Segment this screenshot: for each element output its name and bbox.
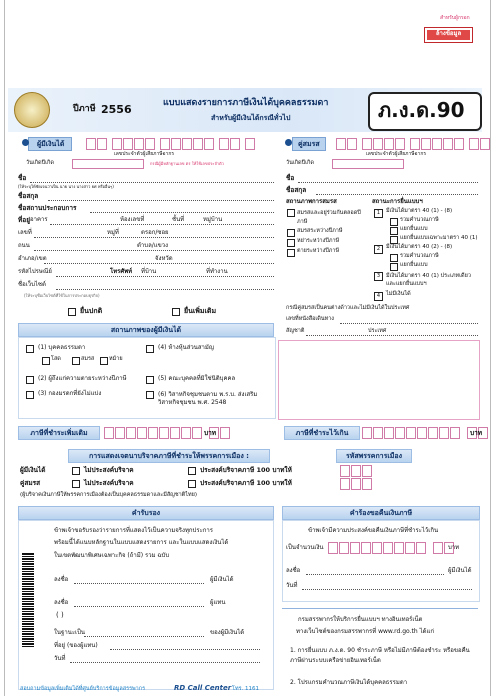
donation-payer-label: ผู้มีเงินได้ xyxy=(20,466,46,474)
nationality-label: สัญชาติ xyxy=(286,328,305,334)
passport-input[interactable] xyxy=(340,323,478,324)
certify-text3: ในเขตพัฒนาพิเศษเฉพาะกิจ (ถ้ามี) รวม ฉบับ xyxy=(54,552,170,559)
road-label: ถนน xyxy=(18,242,30,249)
payer-label-tag xyxy=(28,137,72,151)
spouse-section-label: คู่สมรส xyxy=(298,140,320,148)
certify-text1: ข้าพเจ้าขอรับรองว่ารายการที่แสดงไว้เป็นความจริงทุกประการ xyxy=(54,527,214,534)
spouse-taxid-caption: เลขประจำตัวผู้เสียภาษีอากร xyxy=(366,151,427,157)
efiling-item1: 1. การยื่นแบบ ภ.ง.ด. 90 ชำระภาษี หรือไม่มีภาษีต้องชำระ หรือขอคืนภาษีผ่านระบบเครือข่ายอินเทอร์เน็ต xyxy=(290,647,470,664)
status-opt1-checkbox[interactable] xyxy=(26,345,34,353)
amphoe-input[interactable] xyxy=(44,263,274,264)
income-option-2b: แยกยื่นแบบ xyxy=(400,262,428,268)
refund-amount-input[interactable] xyxy=(328,542,455,554)
right-divider xyxy=(282,608,478,609)
marital-option-3-checkbox[interactable] xyxy=(287,239,295,247)
soi-label: ตรอก/ซอย xyxy=(141,229,169,236)
province-label: จังหวัด xyxy=(155,255,173,262)
marital-option-3: หย่าระหว่างปีภาษี xyxy=(297,238,340,244)
spouse-donate-checkbox[interactable] xyxy=(188,480,196,488)
income-option-1b: แยกยื่นแบบ xyxy=(400,226,428,232)
efiling-line2: ทางเว็บไซต์ของกรมสรรพากรที่ www.rd.go.th ได้แก่ xyxy=(296,628,434,635)
status-opt6-checkbox[interactable] xyxy=(146,391,154,399)
status-opt5-checkbox[interactable] xyxy=(146,376,154,384)
spouse-surname-label: ชื่อสกุล xyxy=(286,186,307,194)
income-option-1a-checkbox[interactable] xyxy=(390,218,398,226)
address-label: ที่อยู่ xyxy=(18,216,30,224)
year-label: ปีภาษี xyxy=(73,104,96,114)
income-status-header: สถานะการยื่นแบบฯ xyxy=(372,198,423,205)
payer-icon xyxy=(22,139,29,146)
refund-sign-input[interactable] xyxy=(306,574,444,575)
spouse-icon xyxy=(285,139,292,146)
outer-right-border xyxy=(490,0,491,696)
payer-surname-input[interactable] xyxy=(48,200,274,201)
certify-agent-label: ผู้แทน xyxy=(210,599,226,606)
income-option-1-box[interactable]: 1 xyxy=(374,209,383,218)
spouse-name-label: ชื่อ xyxy=(286,174,295,182)
spouse-surname-input[interactable] xyxy=(316,194,478,195)
marital-option-4-checkbox[interactable] xyxy=(287,249,295,257)
hotline-text: สอบถามข้อมูลเพิ่มเติมได้ที่ศูนย์บริการข้อมูลสรรพากร xyxy=(20,686,146,692)
party-code-label: รหัสพรรคการเมือง xyxy=(336,449,412,463)
single-label: โสด xyxy=(51,356,61,362)
top-hint: สำหรับผู้กรอก xyxy=(440,15,470,21)
payer-donate-checkbox[interactable] xyxy=(188,467,196,475)
status-opt4: (4) ห้างหุ้นส่วนสามัญ xyxy=(158,344,214,351)
form-code-box xyxy=(368,92,482,131)
clear-button[interactable] xyxy=(424,27,473,43)
certify-agent-name: ( ) xyxy=(56,611,64,619)
agent-address-label: ที่อยู่ (ของผู้แทน) xyxy=(54,642,98,649)
postcode-input[interactable] xyxy=(56,276,274,277)
payer-surname-label: ชื่อสกุล xyxy=(18,192,39,200)
certify-header: คำรับรอง xyxy=(18,506,274,520)
spouse-birth-label: วันเกิดปีเกิด xyxy=(286,160,314,166)
certify-agent-sign-input[interactable] xyxy=(74,606,204,607)
efiling-line1: กรมสรรพากรให้บริการยื่นแบบฯ ทางอินเทอร์เน็ต xyxy=(298,616,423,623)
barcode xyxy=(22,553,34,647)
road-input[interactable] xyxy=(34,250,274,251)
payer-birth-input[interactable] xyxy=(72,159,144,169)
donation-header: การแสดงเจตนาบริจาคภาษีที่ชำระให้พรรคการเมือง : xyxy=(68,449,270,463)
payer-name-label: ชื่อ xyxy=(18,174,27,182)
refund-baht: บาท xyxy=(448,544,460,551)
payer-birth-label: วันเกิดปีเกิด xyxy=(26,160,54,166)
income-option-4-box[interactable]: 4 xyxy=(374,292,383,301)
certify-date-input[interactable] xyxy=(70,662,260,663)
refund-payer-label: ผู้มีเงินได้ xyxy=(448,567,472,574)
additional-filing-checkbox[interactable] xyxy=(172,308,180,316)
married-label: สมรส xyxy=(81,356,95,362)
spouse-label-tag xyxy=(292,137,326,151)
extra-tax-label: ภาษีที่ชำระเพิ่มเติม xyxy=(18,426,100,440)
marital-header: สถานภาพการสมรส xyxy=(286,198,337,205)
moo-label: หมู่ที่ xyxy=(107,229,119,236)
widowed-checkbox[interactable] xyxy=(100,357,108,365)
workplace-input[interactable] xyxy=(90,212,274,213)
floor-label: ชั้นที่ xyxy=(172,216,185,223)
overpaid-tax-baht: บาท xyxy=(470,429,483,437)
status-opt2: (2) ผู้ถึงแก่ความตายระหว่างปีภาษี xyxy=(38,375,127,382)
income-option-4: ไม่มีเงินได้ xyxy=(386,291,411,297)
status-header: สถานภาพของผู้มีเงินได้ xyxy=(18,323,274,337)
payer-no-donate-checkbox[interactable] xyxy=(72,467,80,475)
form-code: ภ.ง.ด.90 xyxy=(378,98,465,122)
status-opt3-checkbox[interactable] xyxy=(26,391,34,399)
refund-header: คำร้องขอคืนเงินภาษี xyxy=(282,506,480,520)
spouse-birth-input[interactable] xyxy=(332,159,404,169)
phone-work-label: ที่ทำงาน xyxy=(206,268,228,275)
income-option-1c: แยกยื่นแบบเฉพาะมาตรา 40 (1) xyxy=(400,235,478,241)
clear-button-label: ล้างข้อมูล xyxy=(427,30,470,40)
payer-name-input[interactable] xyxy=(30,182,274,183)
refund-sign-label: ลงชื่อ xyxy=(286,567,301,574)
income-option-2b-checkbox[interactable] xyxy=(390,263,398,271)
website-label: ชื่อเว็บไซต์ xyxy=(18,281,46,288)
status-opt6: (6) วิสาหกิจชุมชนตาม พ.ร.บ. ส่งเสริมวิสาหกิจชุมชน พ.ศ. 2548 xyxy=(158,391,258,406)
passport-label: เลขที่หนังสือเดินทาง xyxy=(286,316,334,322)
normal-filing-checkbox[interactable] xyxy=(68,308,76,316)
postcode-label: รหัสไปรษณีย์ xyxy=(18,268,52,275)
spouse-party-code-input[interactable] xyxy=(340,478,373,490)
overpaid-tax-label: ภาษีที่ชำระไว้เกิน xyxy=(284,426,360,440)
phone-label: โทรศัพท์ xyxy=(110,268,133,275)
payer-no-donate-label: ไม่ประสงค์บริจาค xyxy=(84,466,134,474)
foreign-spouse-note: กรณีคู่สมรสเป็นคนต่างด้าวและไม่มีเงินได้ในประเทศ xyxy=(286,305,410,311)
normal-filing-label: ยื่นปกติ xyxy=(80,307,103,315)
income-option-1: มีเงินได้มาตรา 40 (1) - (8) xyxy=(386,208,453,214)
payer-section-label: ผู้มีเงินได้ xyxy=(37,140,65,148)
extra-tax-baht: บาท xyxy=(204,429,217,437)
status-opt5: (5) คณะบุคคลที่มิใช่นิติบุคคล xyxy=(158,375,236,382)
marital-option-4: ตายระหว่างปีภาษี xyxy=(297,248,340,254)
spouse-no-donate-checkbox[interactable] xyxy=(72,480,80,488)
income-option-2a-checkbox[interactable] xyxy=(390,254,398,262)
marital-option-1: สมรสและอยู่ร่วมกันตลอดปีภาษี xyxy=(297,210,361,225)
house-no-label: เลขที่ xyxy=(18,229,32,236)
tambon-label: ตำบล/แขวง xyxy=(137,242,169,249)
efiling-item2: 2. โปรแกรมคำนวณภาษีเงินได้บุคคลธรรมดา xyxy=(290,679,408,686)
refund-text1: ข้าพเจ้ามีความประสงค์ขอคืนเงินภาษีที่ชำระไว้เกิน xyxy=(308,527,439,534)
room-label: ห้องเลขที่ xyxy=(120,216,145,223)
website-input[interactable] xyxy=(56,289,274,290)
payer-name-note: (ให้ระบุให้ชัดเจนว่าเป็น นาย นาง นางสาว ยศ หรืออื่นๆ) xyxy=(18,184,114,189)
certify-sign-input[interactable] xyxy=(74,583,204,584)
status-opt3: (3) กองมรดกที่ยังไม่แบ่ง xyxy=(38,390,102,397)
rd-call-center: RD Call Center xyxy=(174,684,232,692)
marital-option-2-checkbox[interactable] xyxy=(287,229,295,237)
spouse-name-input[interactable] xyxy=(298,182,478,183)
certify-sign-label: ลงชื่อ xyxy=(54,576,69,583)
payer-donate-label: ประสงค์บริจาคภาษี 100 บาทให้ xyxy=(200,466,292,474)
certify-payer-label: ผู้มีเงินได้ xyxy=(210,576,234,583)
receive-label: ในฐานะเป็น xyxy=(54,629,85,636)
certify-date-label: วันที่ xyxy=(54,655,66,662)
workplace-label: ชื่อสถานประกอบการ xyxy=(18,204,77,212)
form-title: แบบแสดงรายการภาษีเงินได้บุคคลธรรมดา xyxy=(163,98,329,108)
owner-label: ของผู้มีเงินได้ xyxy=(210,629,245,636)
income-option-2a: รวมคำนวณภาษี xyxy=(400,253,439,259)
website-note: (ให้ระบุชื่อเว็บไซต์ที่ใช้ในการประกอบธุรกิจ) xyxy=(24,293,100,298)
income-option-3-box[interactable]: 3 xyxy=(374,272,383,281)
spouse-donate-label: ประสงค์บริจาคภาษี 100 บาทให้ xyxy=(200,479,292,487)
amphoe-label: อำเภอ/เขต xyxy=(18,255,47,262)
spouse-tax-id-input[interactable] xyxy=(336,138,495,150)
refund-date-label: วันที่ xyxy=(286,582,298,589)
refund-amount-label: เป็นจำนวนเงิน xyxy=(286,544,324,551)
nationality-input[interactable] xyxy=(306,335,478,336)
additional-filing-label: ยื่นเพิ่มเติม xyxy=(184,307,217,315)
rd-logo xyxy=(14,92,50,128)
payer-party-code-input[interactable] xyxy=(340,465,373,477)
marital-option-2: สมรสระหว่างปีภาษี xyxy=(297,228,343,234)
building-label: อาคาร xyxy=(30,216,48,223)
village-label: หมู่บ้าน xyxy=(203,216,223,223)
status-opt1: (1) บุคคลธรรมดา xyxy=(38,344,86,351)
building-input[interactable] xyxy=(50,224,274,225)
income-option-1c-checkbox[interactable] xyxy=(390,236,398,244)
refund-date-input[interactable] xyxy=(302,589,472,590)
spouse-extra-panel xyxy=(278,340,480,420)
status-opt4-checkbox[interactable] xyxy=(146,345,154,353)
status-opt2-checkbox[interactable] xyxy=(26,376,34,384)
payer-note: กรณีผู้มีหลักฐานเลข ตร ให้ใช้เลขประจำตัว xyxy=(150,161,224,166)
income-option-3: มีเงินได้มาตรา 40 (1) ประเภทเดียวและแยกยื่นแบบฯ xyxy=(386,273,471,287)
income-option-1a: รวมคำนวณภาษี xyxy=(400,217,439,223)
phone-home-label: ที่บ้าน xyxy=(141,268,157,275)
country-label: ประเทศ xyxy=(368,328,387,334)
income-option-1b-checkbox[interactable] xyxy=(390,227,398,235)
payer-tax-id-input[interactable] xyxy=(86,138,256,150)
income-option-2-box[interactable]: 2 xyxy=(374,245,383,254)
married-checkbox[interactable] xyxy=(72,357,80,365)
receive-input[interactable] xyxy=(84,636,204,637)
agent-address-input[interactable] xyxy=(110,649,260,650)
certify-agent-sign-label: ลงชื่อ xyxy=(54,599,69,606)
tax-year: 2556 xyxy=(101,103,132,116)
marital-option-1-checkbox[interactable] xyxy=(287,209,295,217)
certify-text2: พร้อมนี้ได้แนบหลักฐานในแบบแสดงรายการ และในแบบแสดงเงินได้ xyxy=(54,539,229,546)
donation-note: (ผู้บริจาคเงินภาษีให้พรรคการเมืองต้องเป็นบุคคลธรรมดาและมีสัญชาติไทย) xyxy=(20,492,198,498)
single-checkbox[interactable] xyxy=(42,357,50,365)
income-option-2: มีเงินได้มาตรา 40 (2) - (8) xyxy=(386,244,453,250)
form-subtitle: สำหรับผู้มีเงินได้กรณีทั่วไป xyxy=(211,114,291,122)
outer-left-border xyxy=(4,0,5,696)
call-number: โทร. 1161 xyxy=(232,686,260,692)
donation-spouse-label: คู่สมรส xyxy=(20,479,41,487)
house-no-input[interactable] xyxy=(34,237,274,238)
payer-taxid-caption: เลขประจำตัวผู้เสียภาษีอากร xyxy=(114,151,175,157)
widowed-label: หม้าย xyxy=(109,356,123,362)
spouse-no-donate-label: ไม่ประสงค์บริจาค xyxy=(84,479,134,487)
